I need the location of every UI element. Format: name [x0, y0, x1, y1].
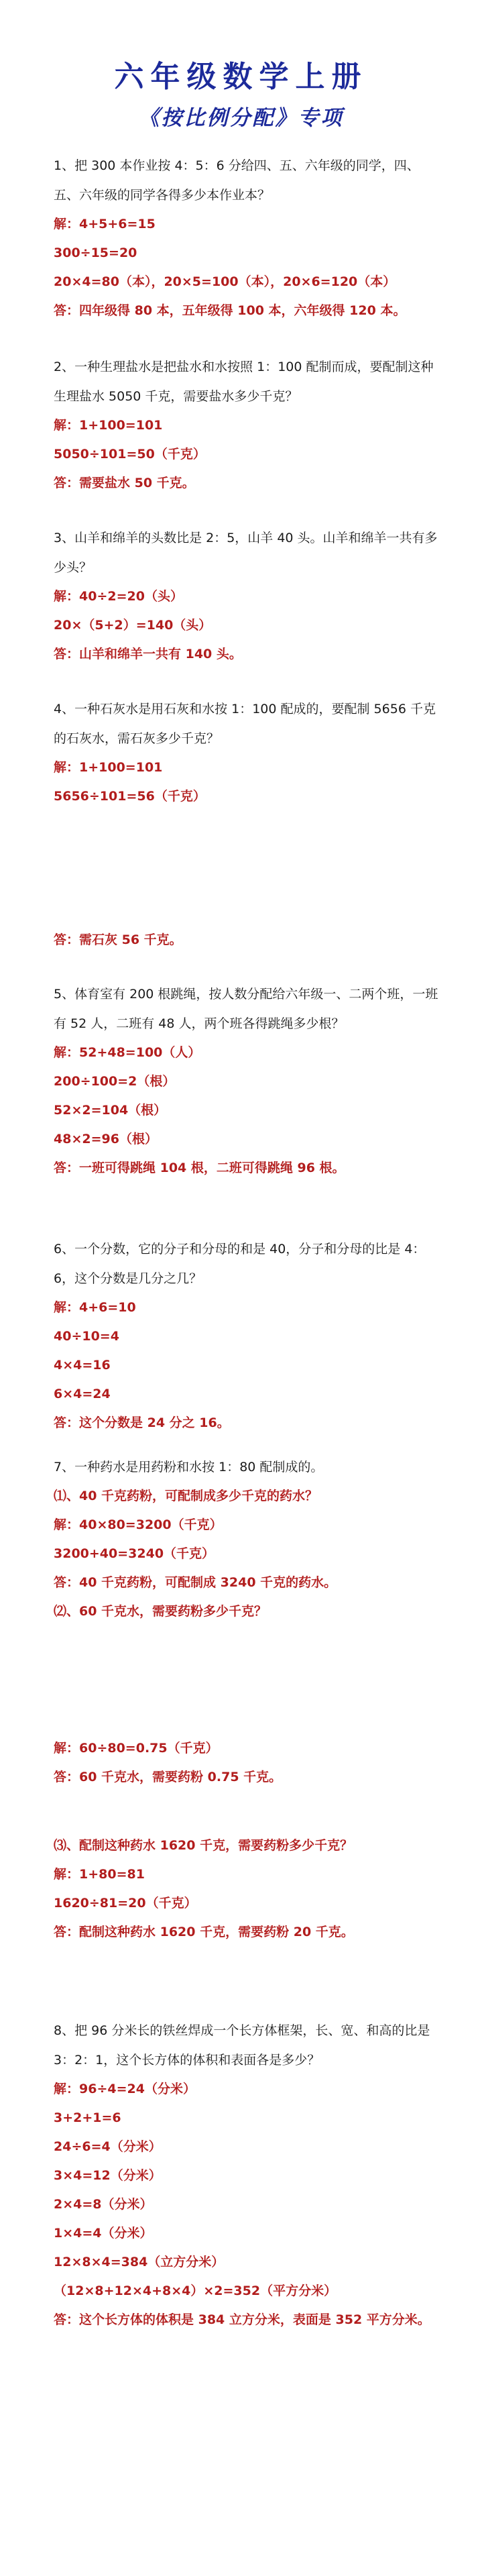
problem-2	[54, 352, 442, 498]
problem-7-sub-3-step-2: 1620÷81=20（千克）	[54, 1896, 197, 1911]
problem-4	[54, 694, 442, 811]
problem-8-step-3: 24÷6=4（分米）	[54, 2139, 162, 2154]
page-title: 六年级数学上册	[114, 60, 368, 94]
problem-8-step-7: 12×8×4=384（立方分米）	[54, 2255, 225, 2269]
problem-5-step-2: 200÷100=2（根）	[54, 1074, 176, 1089]
problem-6-answer: 答：这个分数是 24 分之 16。	[54, 1415, 230, 1430]
problem-2-step-2: 5050÷101=50（千克）	[54, 447, 206, 462]
problem-1-step-2: 300÷15=20	[54, 246, 137, 260]
problem-8-step-8: （12×8+12×4+8×4）×2=352（平方分米）	[54, 2284, 337, 2298]
problem-5-answer: 答：一班可得跳绳 104 根，二班可得跳绳 96 根。	[54, 1161, 345, 1175]
problem-7-sub-1-step-1: 解：40×80=3200（千克）	[54, 1517, 223, 1532]
problem-7	[54, 1452, 442, 1626]
problem-8-step-2: 3+2+1=6	[54, 2110, 121, 2125]
problem-7-sub-1-question: ⑴、40 千克药粉，可配制成多少千克的药水？	[54, 1489, 318, 1503]
problem-6-step-1: 解：4+6=10	[54, 1300, 136, 1315]
problem-6-question: 6、一个分数，它的分子和分母的和是 40，分子和分母的比是 4：6，这个分数是几分之几？	[54, 1242, 426, 1286]
problem-7-sub-1-answer: 答：40 千克药粉，可配制成 3240 千克的药水。	[54, 1575, 337, 1590]
problem-6-step-3: 4×4=16	[54, 1358, 111, 1373]
problem-7-sub-2-block	[54, 1734, 442, 1792]
problem-5-step-1: 解：52+48=100（人）	[54, 1045, 201, 1060]
problem-6	[54, 1234, 442, 1438]
problem-2-question: 2、一种生理盐水是把盐水和水按照 1：100 配制而成，要配制这种生理盐水 5050 千克，需要盐水多少千克？	[54, 360, 434, 404]
problem-8-question: 8、把 96 分米长的铁丝焊成一个长方体框架，长、宽、和高的比是 3：2：1，这个长方体的体积和表面各是多少？	[54, 2023, 430, 2068]
problem-5-step-4: 48×2=96（根）	[54, 1132, 158, 1146]
problem-7-sub-2-answer: 答：60 千克水，需要药粉 0.75 千克。	[54, 1770, 282, 1784]
problem-7-sub-1-step-2: 3200+40=3240（千克）	[54, 1546, 215, 1561]
problem-1	[54, 151, 442, 325]
problem-8-step-1: 解：96÷4=24（分米）	[54, 2082, 196, 2096]
problem-3-step-1: 解：40÷2=20（头）	[54, 589, 183, 604]
problem-7-sub-3-block	[54, 1831, 442, 1947]
page-subtitle: 《按比例分配》专项	[138, 106, 344, 130]
problem-4-question: 4、一种石灰水是用石灰和水按 1：100 配成的，要配制 5656 千克的石灰水，需石灰多少千克？	[54, 702, 436, 746]
problem-3-answer: 答：山羊和绵羊一共有 140 头。	[54, 647, 242, 661]
problem-7-sub-2-step-1: 解：60÷80=0.75（千克）	[54, 1741, 219, 1756]
problem-8	[54, 2016, 442, 2334]
problem-4-answer: 答：需石灰 56 千克。	[54, 932, 182, 947]
problem-1-question: 1、把 300 本作业按 4：5：6 分给四、五、六年级的同学，四、五、六年级的同学各得多少本作业本？	[54, 158, 420, 203]
problem-6-step-2: 40÷10=4	[54, 1329, 119, 1344]
problem-3-step-2: 20×（5+2）=140（头）	[54, 618, 212, 633]
problem-8-step-5: 2×4=8（分米）	[54, 2197, 153, 2212]
problem-7-sub-3-step-1: 解：1+80=81	[54, 1867, 145, 1882]
problem-1-answer: 答：四年级得 80 本，五年级得 100 本，六年级得 120 本。	[54, 303, 406, 318]
problem-7-sub-3-answer: 答：配制这种药水 1620 千克，需要药粉 20 千克。	[54, 1925, 354, 1939]
problem-5	[54, 979, 442, 1183]
problem-3	[54, 523, 442, 669]
problem-2-answer: 答：需要盐水 50 千克。	[54, 476, 195, 490]
problem-8-step-4: 3×4=12（分米）	[54, 2168, 162, 2183]
problem-8-step-6: 1×4=4（分米）	[54, 2226, 153, 2241]
problem-5-step-3: 52×2=104（根）	[54, 1103, 167, 1118]
problem-6-step-4: 6×4=24	[54, 1387, 111, 1401]
problem-2-step-1: 解：1+100=101	[54, 418, 163, 433]
problem-4-step-1: 解：1+100=101	[54, 760, 163, 775]
problem-4-step-2: 5656÷101=56（千克）	[54, 789, 206, 804]
problem-7-sub-3-question: ⑶、配制这种药水 1620 千克，需要药粉多少千克？	[54, 1838, 353, 1853]
problem-4-answer-block	[54, 926, 442, 955]
problem-8-answer: 答：这个长方体的体积是 384 立方分米，表面是 352 平方分米。	[54, 2312, 430, 2327]
problem-1-step-3: 20×4=80（本），20×5=100（本），20×6=120（本）	[54, 274, 396, 289]
problem-5-question: 5、体育室有 200 根跳绳，按人数分配给六年级一、二两个班，一班有 52 人，二班有 48 人，两个班各得跳绳多少根？	[54, 987, 438, 1031]
problem-1-step-1: 解：4+5+6=15	[54, 217, 156, 231]
problem-7-sub-2-question: ⑵、60 千克水，需要药粉多少千克？	[54, 1604, 267, 1619]
problem-7-question: 7、一种药水是用药粉和水按 1：80 配制成的。	[54, 1460, 324, 1474]
problem-3-question: 3、山羊和绵羊的头数比是 2：5，山羊 40 头。山羊和绵羊一共有多少头？	[54, 531, 438, 575]
